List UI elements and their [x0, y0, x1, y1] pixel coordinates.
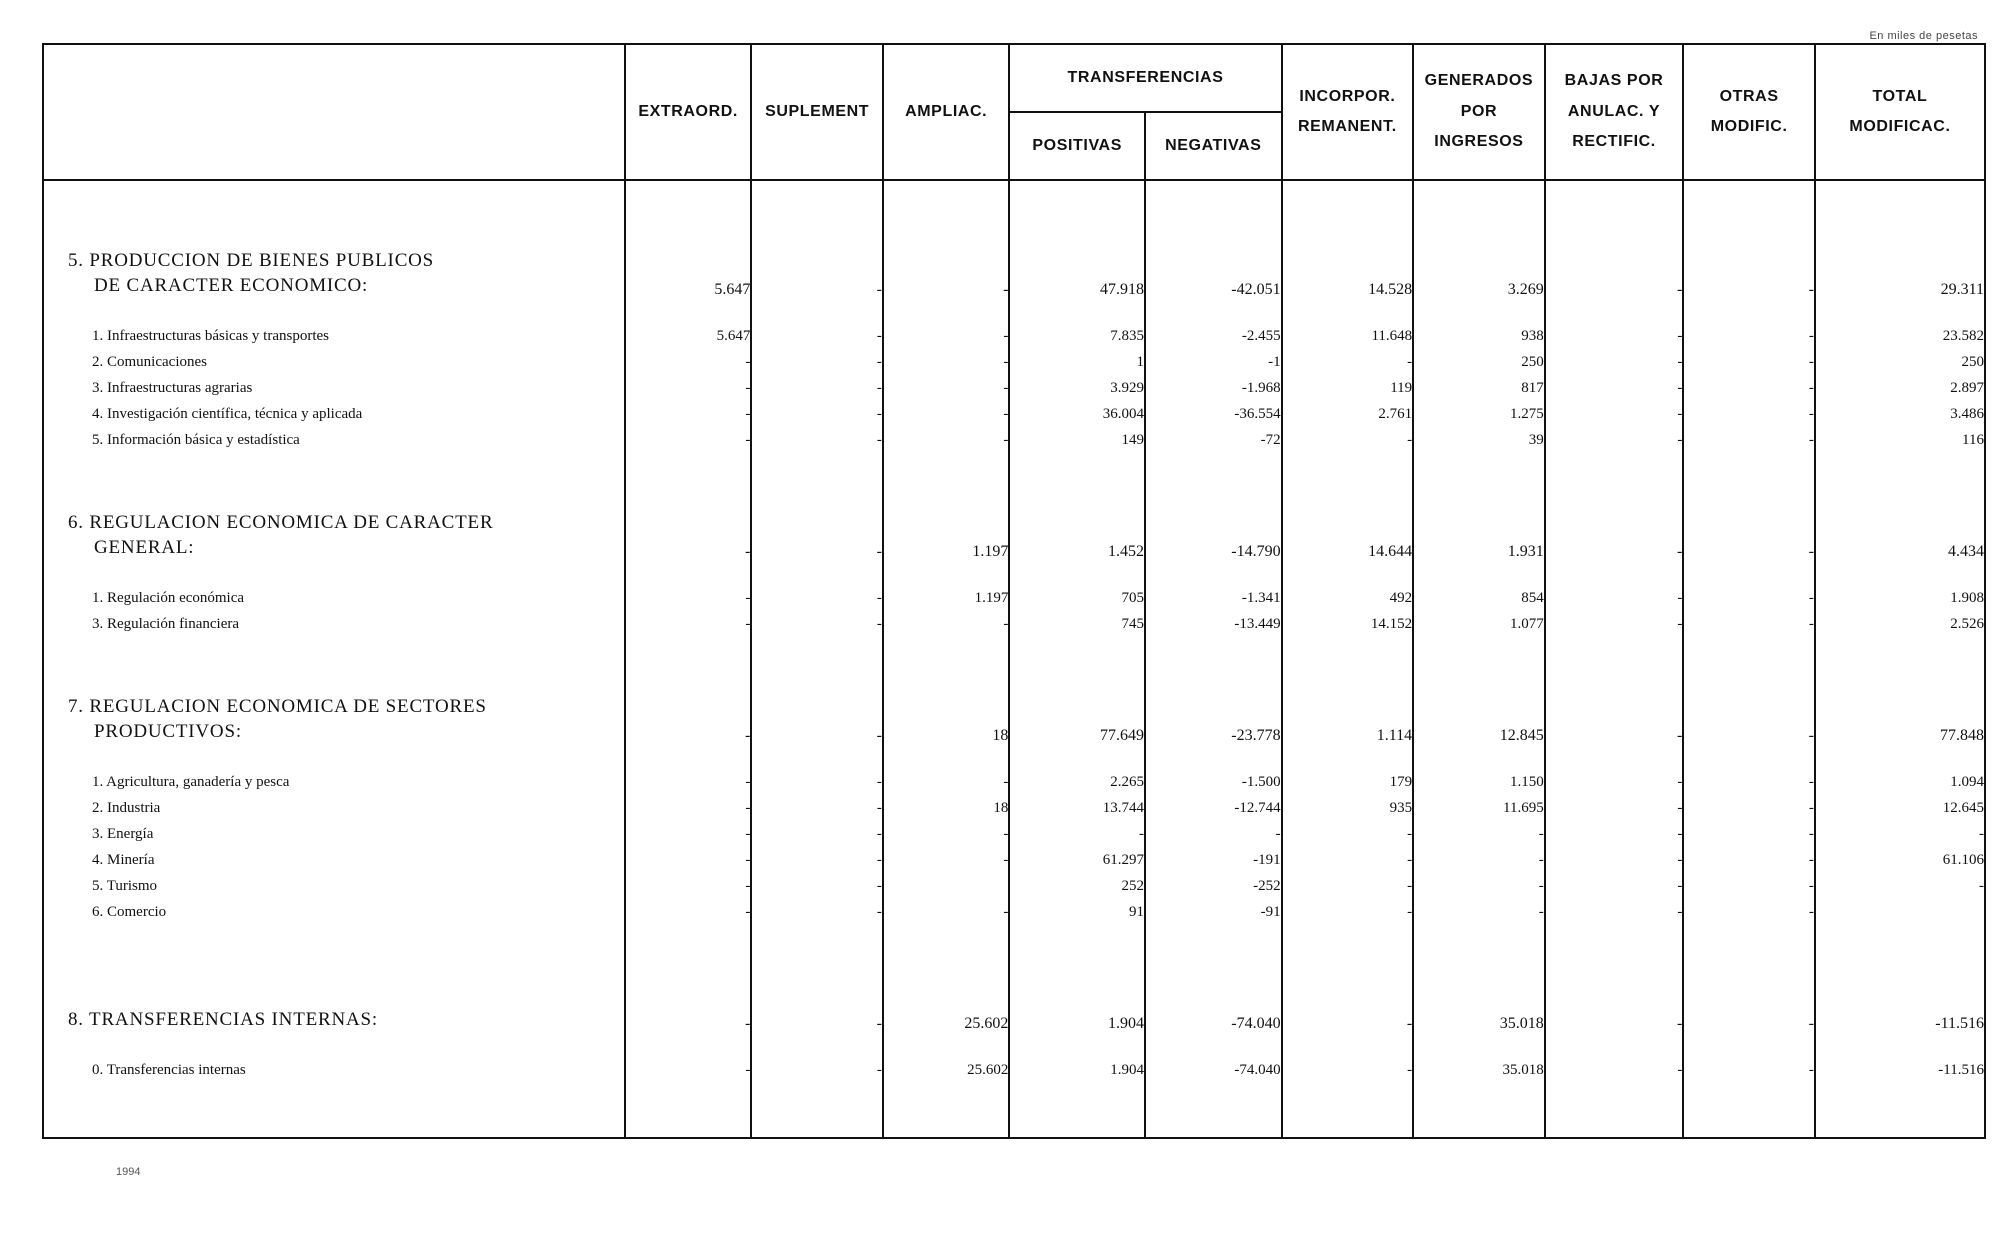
section-value: 14.644 [1282, 503, 1414, 561]
table-row [43, 323, 1985, 349]
cell: 35.018 [1413, 1057, 1545, 1083]
table-row [43, 375, 1985, 401]
cell: -36.554 [1145, 401, 1282, 427]
section-value: -14.790 [1145, 503, 1282, 561]
row-label: 4. Investigación científica, técnica y aplicada [43, 401, 625, 427]
cell: - [625, 899, 751, 925]
cell: 2.265 [1009, 769, 1145, 795]
cell: - [1545, 427, 1684, 453]
cell: -1.968 [1145, 375, 1282, 401]
section-value: - [751, 975, 883, 1033]
cell: - [883, 899, 1009, 925]
cell: 745 [1009, 611, 1145, 637]
section-value: - [625, 687, 751, 745]
cell: - [883, 427, 1009, 453]
row-label: 3. Regulación financiera [43, 611, 625, 637]
cell: -252 [1145, 873, 1282, 899]
section-value: - [1545, 241, 1684, 299]
cell: - [1683, 1057, 1815, 1083]
section-value: -23.778 [1145, 687, 1282, 745]
section-value: 35.018 [1413, 975, 1545, 1033]
section-value: - [1545, 687, 1684, 745]
section-value: -42.051 [1145, 241, 1282, 299]
cell: - [1413, 847, 1545, 873]
cell: - [1009, 821, 1145, 847]
table-row [43, 611, 1985, 637]
units-note: En miles de pesetas [1869, 30, 1978, 42]
row-label: 0. Transferencias internas [43, 1057, 625, 1083]
cell: - [1545, 375, 1684, 401]
cell: 61.297 [1009, 847, 1145, 873]
cell: - [1683, 323, 1815, 349]
section-value: - [1545, 975, 1684, 1033]
cell: - [1545, 611, 1684, 637]
cell: - [625, 585, 751, 611]
row-label: 1. Agricultura, ganadería y pesca [43, 769, 625, 795]
section-row [43, 975, 1985, 1033]
cell: -1 [1145, 349, 1282, 375]
header-positivas: POSITIVAS [1009, 112, 1145, 180]
cell: - [1282, 1057, 1414, 1083]
section-value: - [1683, 503, 1815, 561]
header-otras-modific: OTRAS MODIFIC. [1683, 44, 1815, 180]
cell: 179 [1282, 769, 1414, 795]
section-value: 77.848 [1815, 687, 1985, 745]
section-value: 4.434 [1815, 503, 1985, 561]
cell: 36.004 [1009, 401, 1145, 427]
section-value: 1.197 [883, 503, 1009, 561]
cell: - [1683, 375, 1815, 401]
cell: 1.275 [1413, 401, 1545, 427]
cell: 1.197 [883, 585, 1009, 611]
cell: - [751, 795, 883, 821]
row-label: 3. Energía [43, 821, 625, 847]
cell: - [751, 611, 883, 637]
cell: - [751, 375, 883, 401]
cell: - [883, 611, 1009, 637]
section-value: -11.516 [1815, 975, 1985, 1033]
header-negativas: NEGATIVAS [1145, 112, 1282, 180]
row-label: 1. Infraestructuras básicas y transportes [43, 323, 625, 349]
cell: 3.486 [1815, 401, 1985, 427]
table-row [43, 349, 1985, 375]
section-value: - [1683, 687, 1815, 745]
cell: 817 [1413, 375, 1545, 401]
cell: - [1282, 349, 1414, 375]
spacer-row [43, 1033, 1985, 1057]
cell: 3.929 [1009, 375, 1145, 401]
cell: - [1683, 427, 1815, 453]
header-suplement: SUPLEMENT [751, 44, 883, 180]
row-label: 6. Comercio [43, 899, 625, 925]
cell: - [1683, 847, 1815, 873]
cell: - [883, 323, 1009, 349]
cell: - [1282, 873, 1414, 899]
table-row [43, 899, 1985, 925]
cell: - [1683, 401, 1815, 427]
row-label: 5. Información básica y estadística [43, 427, 625, 453]
section-value: 1.931 [1413, 503, 1545, 561]
table-row [43, 401, 1985, 427]
cell: - [883, 821, 1009, 847]
cell: 11.648 [1282, 323, 1414, 349]
cell: 12.645 [1815, 795, 1985, 821]
section-value: 14.528 [1282, 241, 1414, 299]
cell: 11.695 [1413, 795, 1545, 821]
cell: 705 [1009, 585, 1145, 611]
cell: 1.150 [1413, 769, 1545, 795]
cell: - [1545, 323, 1684, 349]
cell: -2.455 [1145, 323, 1282, 349]
header-transferencias: TRANSFERENCIAS [1009, 44, 1281, 112]
cell: - [751, 847, 883, 873]
cell: - [1413, 821, 1545, 847]
table-header [43, 44, 1985, 180]
cell: 938 [1413, 323, 1545, 349]
cell: - [1683, 585, 1815, 611]
cell: -1.500 [1145, 769, 1282, 795]
row-label: 5. Turismo [43, 873, 625, 899]
section-value: 77.649 [1009, 687, 1145, 745]
cell [883, 873, 1009, 899]
cell: - [751, 585, 883, 611]
cell: 14.152 [1282, 611, 1414, 637]
cell: -191 [1145, 847, 1282, 873]
cell: 23.582 [1815, 323, 1985, 349]
section-value: - [751, 687, 883, 745]
spacer-row [43, 637, 1985, 687]
cell: - [883, 769, 1009, 795]
cell: - [751, 401, 883, 427]
cell: -1.341 [1145, 585, 1282, 611]
cell: -13.449 [1145, 611, 1282, 637]
section-value: 1.114 [1282, 687, 1414, 745]
cell: 2.897 [1815, 375, 1985, 401]
cell: - [1145, 821, 1282, 847]
cell: 252 [1009, 873, 1145, 899]
budget-table-frame [42, 43, 1986, 1147]
section-value: - [751, 503, 883, 561]
row-label: 1. Regulación económica [43, 585, 625, 611]
section-label: 7. REGULACION ECONOMICA DE SECTORES PRODUCTIVOS: [43, 687, 625, 745]
cell: - [883, 847, 1009, 873]
cell: 149 [1009, 427, 1145, 453]
cell: 25.602 [883, 1057, 1009, 1083]
table-row [43, 821, 1985, 847]
section-value: - [1683, 975, 1815, 1033]
cell: 39 [1413, 427, 1545, 453]
header-blank-cell [43, 44, 625, 180]
cell: - [1545, 847, 1684, 873]
cell: - [1815, 873, 1985, 899]
cell: - [1683, 769, 1815, 795]
cell: - [1282, 847, 1414, 873]
cell: - [1545, 585, 1684, 611]
cell: 13.744 [1009, 795, 1145, 821]
cell: - [625, 349, 751, 375]
cell: 7.835 [1009, 323, 1145, 349]
section-row [43, 687, 1985, 745]
cell: - [625, 401, 751, 427]
section-value: - [1282, 975, 1414, 1033]
cell: - [1545, 349, 1684, 375]
section-value: - [883, 241, 1009, 299]
cell: - [883, 349, 1009, 375]
cell: - [751, 769, 883, 795]
cell: - [1683, 611, 1815, 637]
spacer-row [43, 925, 1985, 975]
cell: - [625, 847, 751, 873]
budget-modifications-table [42, 43, 1986, 1139]
cell: 61.106 [1815, 847, 1985, 873]
cell: 1 [1009, 349, 1145, 375]
cell: - [751, 873, 883, 899]
section-value: 5.647 [625, 241, 751, 299]
cell: - [1683, 795, 1815, 821]
section-value: - [751, 241, 883, 299]
cell: - [1545, 873, 1684, 899]
section-label: 5. PRODUCCION DE BIENES PUBLICOS DE CARACTER ECONOMICO: [43, 241, 625, 299]
table-row [43, 1057, 1985, 1083]
row-label: 2. Industria [43, 795, 625, 821]
cell: - [625, 795, 751, 821]
cell: - [625, 821, 751, 847]
section-value: - [625, 503, 751, 561]
header-generados-por-ingresos: GENERADOS POR INGRESOS [1413, 44, 1545, 180]
table-row [43, 847, 1985, 873]
section-value: 3.269 [1413, 241, 1545, 299]
section-value: 29.311 [1815, 241, 1985, 299]
cell: - [1545, 1057, 1684, 1083]
table-body [43, 180, 1985, 1138]
cell: - [1545, 769, 1684, 795]
cell: - [625, 375, 751, 401]
cell: -91 [1145, 899, 1282, 925]
cell: - [751, 899, 883, 925]
cell: 854 [1413, 585, 1545, 611]
cell: 1.904 [1009, 1057, 1145, 1083]
cell: 5.647 [625, 323, 751, 349]
section-value: - [625, 975, 751, 1033]
cell: 1.908 [1815, 585, 1985, 611]
cell: 250 [1413, 349, 1545, 375]
table-row [43, 873, 1985, 899]
cell: - [1683, 349, 1815, 375]
section-value: 18 [883, 687, 1009, 745]
cell: 935 [1282, 795, 1414, 821]
cell: - [751, 323, 883, 349]
section-value: 1.904 [1009, 975, 1145, 1033]
cell: - [1545, 795, 1684, 821]
table-row [43, 769, 1985, 795]
section-value: 1.452 [1009, 503, 1145, 561]
cell: -74.040 [1145, 1057, 1282, 1083]
row-label: 2. Comunicaciones [43, 349, 625, 375]
cell: - [1282, 427, 1414, 453]
section-value: -74.040 [1145, 975, 1282, 1033]
cell: - [625, 611, 751, 637]
cell: - [1683, 821, 1815, 847]
cell: - [1683, 873, 1815, 899]
spacer-row [43, 299, 1985, 323]
cell: 18 [883, 795, 1009, 821]
cell: - [1545, 821, 1684, 847]
cell: -11.516 [1815, 1057, 1985, 1083]
section-value: 47.918 [1009, 241, 1145, 299]
spacer-row [43, 561, 1985, 585]
cell: - [1282, 899, 1414, 925]
table-row [43, 427, 1985, 453]
cell: - [751, 821, 883, 847]
section-value: - [1545, 503, 1684, 561]
cell: - [751, 349, 883, 375]
cell: - [1282, 821, 1414, 847]
table-row [43, 795, 1985, 821]
cell: - [883, 401, 1009, 427]
section-label: 6. REGULACION ECONOMICA DE CARACTER GENERAL: [43, 503, 625, 561]
cell: -12.744 [1145, 795, 1282, 821]
spacer-row [43, 1083, 1985, 1138]
section-row [43, 241, 1985, 299]
cell: 250 [1815, 349, 1985, 375]
cell: 119 [1282, 375, 1414, 401]
cell: 116 [1815, 427, 1985, 453]
cell: - [1545, 899, 1684, 925]
cell: 1.094 [1815, 769, 1985, 795]
spacer-row [43, 453, 1985, 503]
cell: 2.761 [1282, 401, 1414, 427]
section-row [43, 503, 1985, 561]
section-value: 12.845 [1413, 687, 1545, 745]
cell: 2.526 [1815, 611, 1985, 637]
header-total-modificac: TOTAL MODIFICAC. [1815, 44, 1985, 180]
cell [1815, 899, 1985, 925]
section-value: - [1683, 241, 1815, 299]
cell: - [1683, 899, 1815, 925]
header-incorpor-remanent: INCORPOR. REMANENT. [1282, 44, 1414, 180]
cell: - [1545, 401, 1684, 427]
header-ampliac: AMPLIAC. [883, 44, 1009, 180]
section-value: 25.602 [883, 975, 1009, 1033]
cell: - [625, 1057, 751, 1083]
row-label: 3. Infraestructuras agrarias [43, 375, 625, 401]
cell: - [1413, 873, 1545, 899]
header-bajas-por-anulac: BAJAS POR ANULAC. Y RECTIFIC. [1545, 44, 1684, 180]
cell: - [625, 873, 751, 899]
table-row [43, 585, 1985, 611]
row-label: 4. Minería [43, 847, 625, 873]
cell: - [883, 375, 1009, 401]
cell: 91 [1009, 899, 1145, 925]
cell: - [751, 1057, 883, 1083]
cell: 492 [1282, 585, 1414, 611]
spacer-row [43, 745, 1985, 769]
cell: -72 [1145, 427, 1282, 453]
cell: - [1815, 821, 1985, 847]
cell: - [751, 427, 883, 453]
cell: - [625, 427, 751, 453]
footnote: 1994 [116, 1166, 141, 1178]
cell: - [625, 769, 751, 795]
section-label: 8. TRANSFERENCIAS INTERNAS: [43, 975, 625, 1033]
header-extraord: EXTRAORD. [625, 44, 751, 180]
spacer-row [43, 180, 1985, 241]
cell: - [1413, 899, 1545, 925]
cell: 1.077 [1413, 611, 1545, 637]
